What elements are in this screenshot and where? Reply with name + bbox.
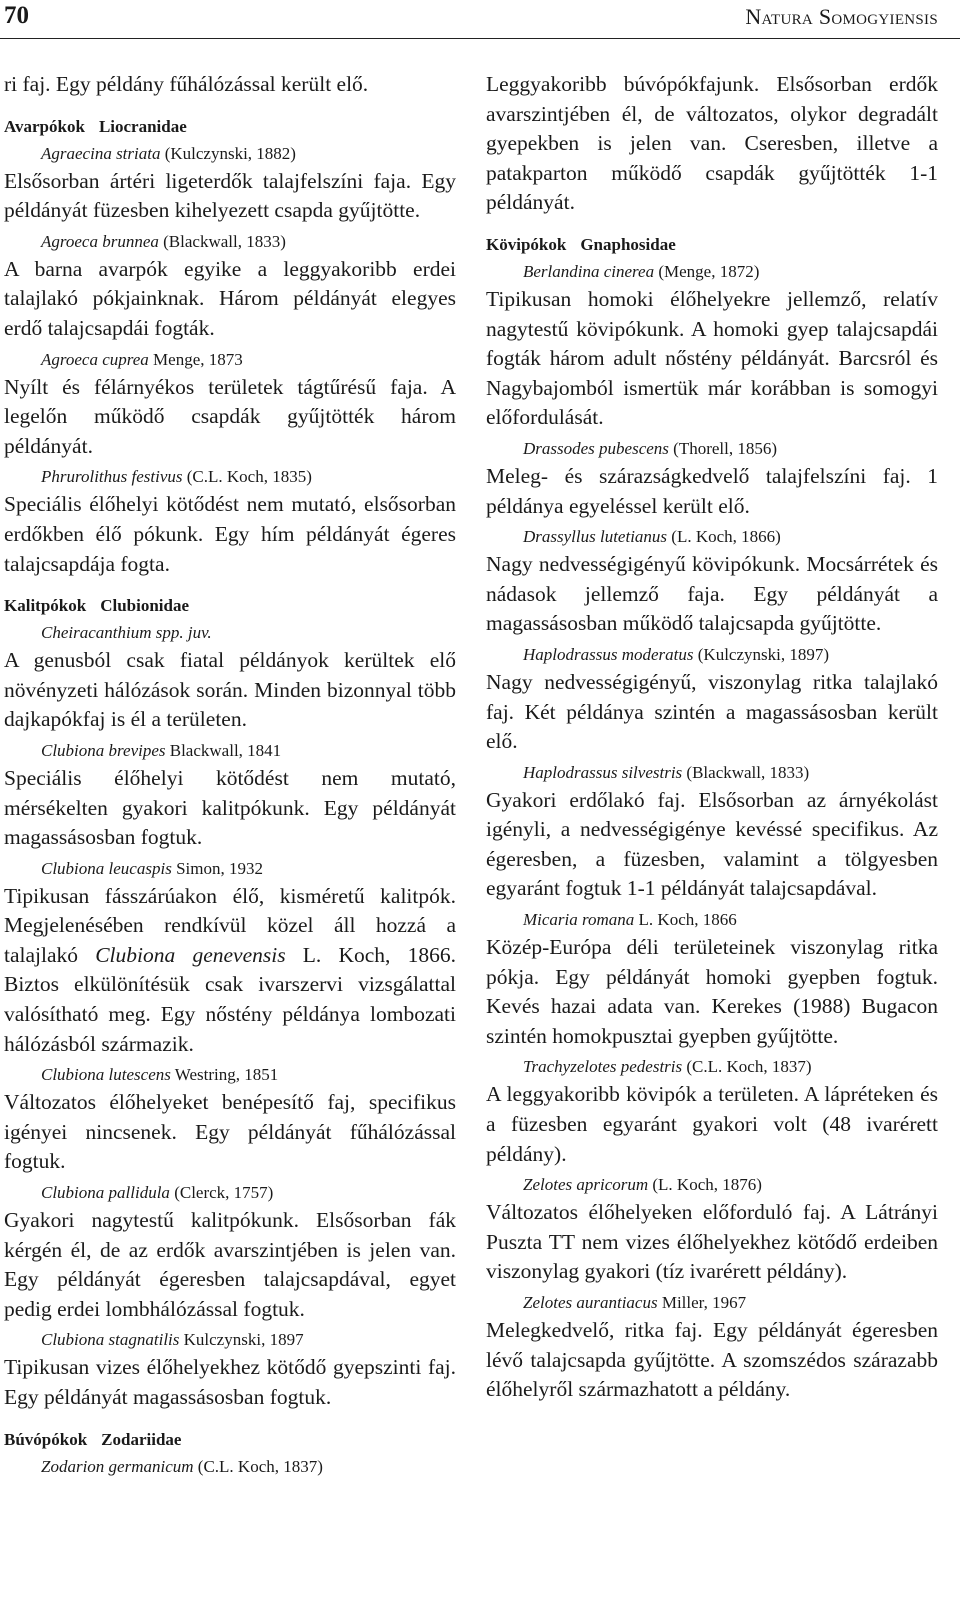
family-heading-zodariidae — [4, 1429, 456, 1451]
species-name: Zelotes apricorum — [523, 1175, 649, 1195]
species-author: (Blackwall, 1833) — [682, 762, 810, 782]
species-description: A genusból csak fiatal példányok kerültek elő növényzeti hálózások során. Minden bizonnyal több dajkapókfaj is él a területen. — [4, 648, 456, 732]
species-name: Zodarion germanicum — [41, 1456, 194, 1476]
species-description: A leggyakoribb kövipók a területen. A lápréteken és a füzesben egyaránt gyakori volt (48 ivarérett példány). — [486, 1082, 938, 1166]
species-entry — [523, 437, 938, 461]
species-author: (Kulczynski, 1897) — [693, 644, 830, 664]
species-description: Tipikusan vizes élőhelyekhez kötődő gyepszinti faj. Egy példányát magassásosban fogtuk. — [4, 1355, 456, 1409]
species-name: Haplodrassus moderatus — [523, 644, 694, 664]
species-entry — [41, 1328, 456, 1352]
species-description: Gyakori nagytestű kalitpókunk. Elsősorban fák kérgén él, de az erdők avarszintjében is jelen van. Egy példányát égeresben talajcsapdával, egyet pedig erdei lombhálózással fogtuk. — [4, 1208, 456, 1321]
species-author: (Menge, 1872) — [654, 261, 760, 281]
species-name: Drassyllus lutetianus — [523, 527, 668, 547]
species-reference: Clubiona genevensis — [95, 942, 286, 967]
species-name: Cheiracanthium spp. juv. — [41, 623, 212, 643]
species-description: Gyakori erdőlakó faj. Elsősorban az árnyékolást igényli, a nedvességigénye kevéssé specifikus. Az égeresben, a füzesben, valamint a tölgyesben egyaránt fogtuk 1-1 példányát talajcsapdával. — [486, 787, 938, 901]
family-hungarian-name: Avarpókok — [4, 116, 85, 136]
species-name: Micaria romana — [523, 910, 635, 930]
species-author: Miller, 1967 — [657, 1293, 747, 1312]
running-header — [0, 0, 960, 39]
species-description: Elsősorban ártéri ligeterdők talajfelszíni faja. Egy példányát füzesben kihelyezett csapda gyűjtötte. — [4, 168, 456, 223]
species-entry — [523, 643, 938, 667]
species-name: Phrurolithus festivus — [41, 467, 183, 487]
species-name: Haplodrassus silvestris — [523, 762, 683, 782]
family-latin-name: Clubionidae — [100, 596, 190, 616]
species-description: Nagy nedvességigényű kövipókunk. Mocsárrétek és nádasok jellemző faja. Egy példányát a magassásosban működő talajcsapda gyűjtötte. — [486, 552, 938, 636]
species-entry — [41, 348, 456, 372]
right-column — [486, 70, 938, 1405]
species-description: Melegkedvelő, ritka faj. Egy példányát égeresben lévő talajcsapda gyűjtötte. A szomszédos szárazabb élőhelyről származhatott a példány. — [486, 1318, 938, 1402]
species-author: Westring, 1851 — [170, 1065, 279, 1085]
family-hungarian-name: Kalitpókok — [4, 596, 87, 616]
species-description: Speciális élőhelyi kötődést nem mutató, elsősorban erdőkben élő pókunk. Egy hím példányát égeres talajcsapdája fogta. — [4, 492, 456, 576]
species-name: Berlandina cinerea — [523, 261, 655, 281]
species-author: L. Koch, 1866 — [634, 910, 737, 930]
species-name: Clubiona lutescens — [41, 1065, 171, 1085]
species-description: Nyílt és félárnyékos területek tágtűrésű faja. A legelőn működő csapdák gyűjtötték három példányát. — [4, 374, 456, 458]
family-hungarian-name: Búvópókok — [4, 1429, 88, 1449]
species-author: (C.L. Koch, 1835) — [182, 467, 312, 487]
species-description: Változatos élőhelyeken előforduló faj. A Látrányi Puszta TT nem vizes élőhelyekhez kötődő erdeiben viszonylag gyakori (tíz ivarérett példány). — [486, 1200, 938, 1284]
species-entry — [41, 1455, 456, 1479]
species-name: Clubiona stagnatilis — [41, 1330, 180, 1350]
species-entry — [523, 761, 938, 785]
species-entry — [41, 230, 456, 254]
left-column — [4, 70, 456, 1480]
species-author: (C.L. Koch, 1837) — [682, 1057, 812, 1077]
family-latin-name: Zodariidae — [101, 1429, 182, 1449]
species-name: Zelotes aurantiacus — [523, 1293, 658, 1312]
species-name: Drassodes pubescens — [523, 438, 669, 458]
species-name: Agraecina striata — [41, 143, 161, 163]
species-entry — [523, 1055, 938, 1079]
species-author: (Thorell, 1856) — [668, 438, 778, 458]
journal-title: Natura Somogyiensis — [745, 4, 938, 29]
family-heading-liocranidae — [4, 116, 456, 138]
species-description: A barna avarpók egyike a leggyakoribb erdei talajlakó pókjainknak. Három példányát elegyes erdő talajcsapdái fogták. — [4, 256, 456, 340]
species-name: Agroeca cuprea — [41, 349, 149, 369]
family-latin-name: Gnaphosidae — [580, 234, 676, 254]
species-entry — [41, 142, 456, 166]
species-entry — [41, 739, 456, 763]
species-author: (C.L. Koch, 1837) — [193, 1456, 323, 1476]
species-entry — [523, 1173, 938, 1197]
species-author: Kulczynski, 1897 — [179, 1330, 304, 1350]
species-description: Változatos élőhelyeket benépesítő faj, specifikus igényei nincsenek. Egy példányát fűhálózással fogtuk. — [4, 1090, 456, 1174]
species-entry — [41, 857, 456, 881]
species-author: Blackwall, 1841 — [165, 740, 282, 760]
species-entry — [41, 1181, 456, 1205]
family-heading-gnaphosidae — [486, 234, 938, 256]
continued-paragraph: Leggyakoribb búvópókfajunk. Elsősorban erdők avarszintjében él, de változatos, olykor degradált gyepekben is jelen van. Cseresben, illetve a patakparton működő csapdák gyűjtötték 1-1 példányát. — [486, 72, 938, 215]
page-number: 70 — [4, 2, 29, 29]
species-name: Trachyzelotes pedestris — [523, 1057, 683, 1077]
species-name: Clubiona pallidula — [41, 1183, 170, 1203]
species-entry — [523, 1291, 938, 1315]
species-entry — [41, 621, 456, 645]
species-entry — [523, 260, 938, 284]
family-heading-clubionidae — [4, 595, 456, 617]
species-author: (Kulczynski, 1882) — [160, 143, 296, 163]
species-description: Tipikusan homoki élőhelyekre jellemző, relatív nagytestű kövipókunk. A homoki gyep talajcsapdái fogták három adult nőstény példányát. Barcsról és Nagybajomból ismertük már korábban is somogyi előfordulását. — [486, 286, 938, 430]
description-text: Tipikusan fásszárúakon élő, kisméretű kalitpók. Megjelenésében rendkívül közel áll hozzá a talajlakó — [4, 883, 456, 967]
continued-paragraph: ri faj. Egy példány fűhálózással került elő. — [4, 72, 369, 96]
family-hungarian-name: Kövipókok — [486, 234, 567, 254]
species-author: (L. Koch, 1866) — [667, 527, 781, 547]
species-description: Közép-Európa déli területeinek viszonylag ritka pókja. Egy példányát homoki gyepben fogtuk. Kevés hazai adata van. Kerekes (1988) Bugacon szintén homokpusztai gyepben gyűjtötte. — [486, 935, 938, 1048]
species-name: Agroeca brunnea — [41, 231, 159, 251]
species-entry — [523, 908, 938, 932]
species-author: Simon, 1932 — [171, 858, 263, 878]
species-name: Clubiona brevipes — [41, 740, 166, 760]
species-author: (L. Koch, 1876) — [648, 1175, 762, 1195]
species-entry — [41, 1063, 456, 1087]
species-entry — [41, 465, 456, 489]
species-description: Speciális élőhelyi kötődést nem mutató, mérsékelten gyakori kalitpókunk. Egy példányát magassásosban fogtuk. — [4, 765, 456, 850]
species-description: Nagy nedvességigényű, viszonylag ritka talajlakó faj. Két példánya szintén a magassásosban került elő. — [486, 669, 938, 754]
species-entry — [523, 525, 938, 549]
species-author: (Blackwall, 1833) — [158, 231, 286, 251]
species-name: Clubiona leucaspis — [41, 858, 172, 878]
family-latin-name: Liocranidae — [98, 116, 187, 136]
species-author: Menge, 1873 — [148, 349, 243, 369]
species-description — [4, 882, 456, 1060]
description-text: L. Koch, 1866. Biztos elkülönítésük csak ivarszervi vizsgálattal valósítható meg. Egy nőstény példánya lombozati hálózásból származik. — [4, 942, 456, 1056]
species-description: Meleg- és szárazságkedvelő talajfelszíni faj. 1 példánya egyeléssel került elő. — [486, 463, 938, 518]
species-author: (Clerck, 1757) — [169, 1183, 274, 1203]
